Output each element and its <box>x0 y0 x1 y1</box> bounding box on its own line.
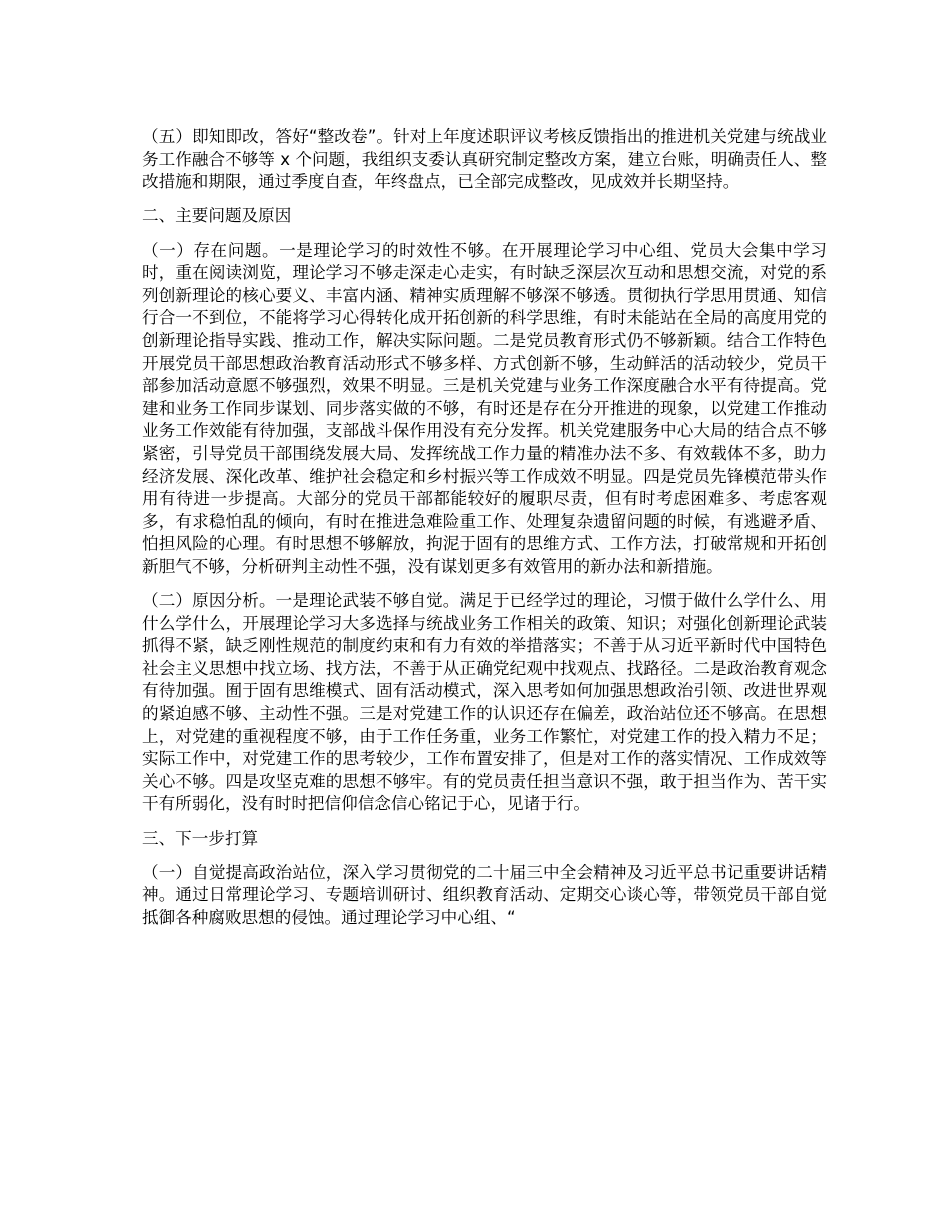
paragraph-political-standing: （一）自觉提高政治站位，深入学习贯彻党的二十届三中全会精神及习近平总书记重要讲话精神。通过日常理论学习、专题培训研讨、组织教育活动、定期交心谈心等，带领党员干部自觉抵御各种腐败思想的侵蚀。通过理论学习中心组、“ <box>142 862 827 927</box>
section-heading-next-steps: 三、下一步打算 <box>142 828 259 848</box>
document-page <box>142 126 827 941</box>
section-heading-problems: 二、主要问题及原因 <box>142 206 292 226</box>
paragraph-existing-problems: （一）存在问题。一是理论学习的时效性不够。在开展理论学习中心组、党员大会集中学习时，重在阅读浏览，理论学习不够走深走心走实，有时缺乏深层次互动和思想交流，对党的系列创新理论的核心要义、丰富内涵、精神实质理解不够深不够透。贯彻执行学思用贯通、知信行合一不到位，不能将学习心得转化成开拓创新的科学思维，有时未能站在全局的高度用党的创新理论指导实践、推动工作，解决实际问题。二是党员教育形式仍不够新颖。结合工作特色开展党员干部思想政治教育活动形式不够多样、方式创新不够，生动鲜活的活动较少，党员干部参加活动意愿不够强烈，效果不明显。三是机关党建与业务工作深度融合水平有待提高。党建和业务工作同步谋划、同步落实做的不够，有时还是存在分开推进的现象，以党建工作推动业务工作效能有待加强，支部战斗保作用没有充分发挥。机关党建服务中心大局的结合点不够紧密，引导党员干部围绕发展大局、发挥统战工作力量的精准办法不多、有效载体不多，助力经济发展、深化改革、维护社会稳定和乡村振兴等工作成效不明显。四是党员先锋模范带头作用有待进一步提高。大部分的党员干部都能较好的履职尽责，但有时考虑困难多、考虑客观多，有求稳怕乱的倾向，有时在推进急难险重工作、处理复杂遗留问题的时候，有逃避矛盾、怕担风险的心理。有时思想不够解放，拘泥于固有的思维方式、工作方法，打破常规和开拓创新胆气不够，分析研判主动性不强，没有谋划更多有效管用的新办法和新措施。 <box>142 240 827 576</box>
paragraph-cause-analysis: （二）原因分析。一是理论武装不够自觉。满足于已经学过的理论，习惯于做什么学什么、用什么学什么，开展理论学习大多选择与统战业务工作相关的政策、知识；对强化创新理论武装抓得不紧，缺乏刚性规范的制度约束和有力有效的举措落实；不善于从习近平新时代中国特色社会主义思想中找立场、找方法，不善于从正确党纪观中找观点、找路径。二是政治教育观念有待加强。囿于固有思维模式、固有活动模式，深入思考如何加强思想政治引领、改进世界观的紧迫感不够、主动性不强。三是对党建工作的认识还存在偏差，政治站位还不够高。在思想上，对党建的重视程度不够，由于工作任务重，业务工作繁忙，对党建工作的投入精力不足；实际工作中，对党建工作的思考较少，工作布置安排了，但是对工作的落实情况、工作成效等关心不够。四是攻坚克难的思想不够牢。有的党员责任担当意识不强，敢于担当作为、苦干实干有所弱化，没有时时把信仰信念信心铭记于心，见诸于行。 <box>142 591 827 814</box>
paragraph-rectification: （五）即知即改，答好“整改卷”。针对上年度述职评议考核反馈指出的推进机关党建与统战业务工作融合不够等 x 个问题，我组织支委认真研究制定整改方案，建立台账，明确责任人、整改措施和期限，通过季度自查，年终盘点，已全部完成整改，见成效并长期坚持。 <box>142 127 827 192</box>
